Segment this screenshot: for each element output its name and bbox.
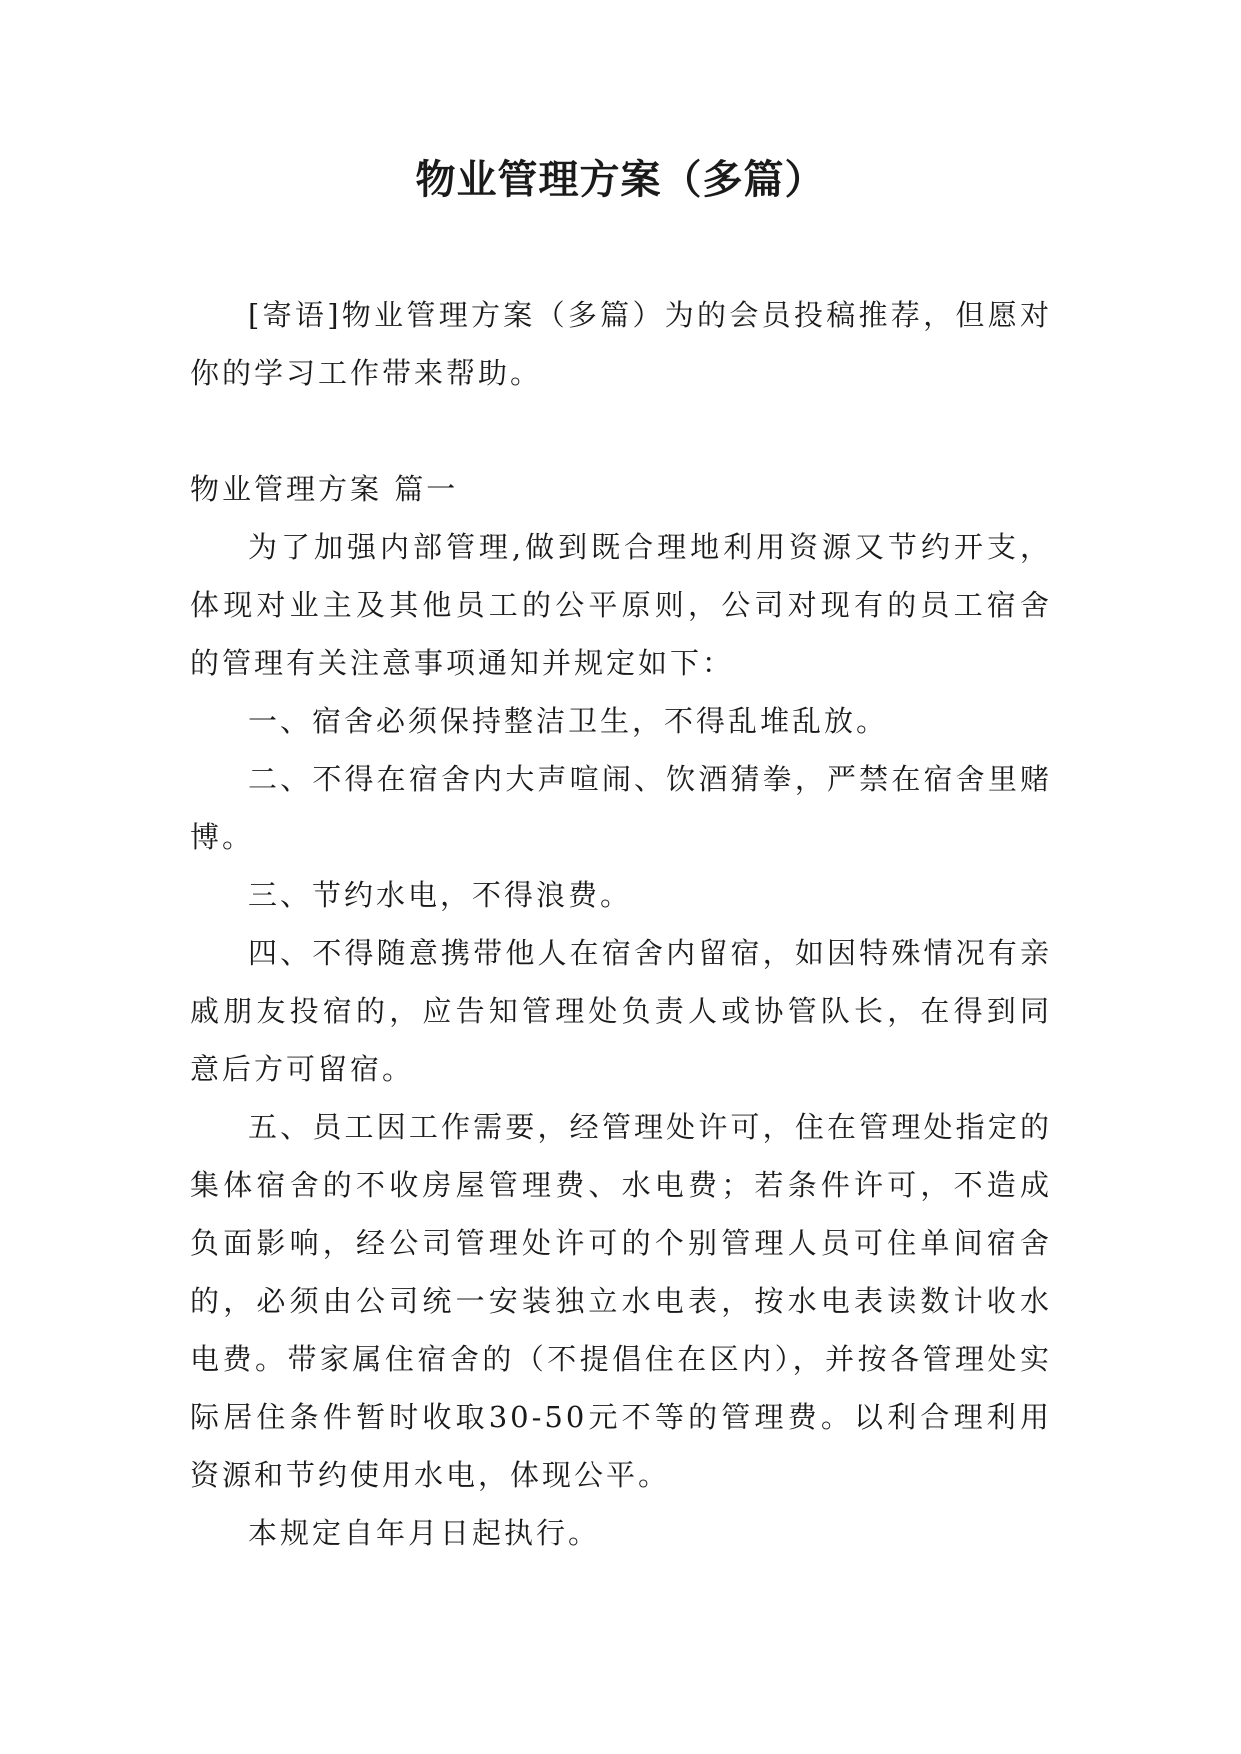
paragraph-5: 四、不得随意携带他人在宿舍内留宿，如因特殊情况有亲戚朋友投宿的，应告知管理处负责人或协管队长，在得到同意后方可留宿。 bbox=[190, 936, 1052, 1086]
section-1 bbox=[190, 460, 1052, 1562]
paragraph-2: 一、宿舍必须保持整洁卫生，不得乱堆乱放。 bbox=[248, 704, 889, 738]
document-title: 物业管理方案（多篇） bbox=[415, 156, 826, 203]
paragraph-4: 三、节约水电，不得浪费。 bbox=[248, 878, 633, 912]
section-heading: 物业管理方案 篇一 bbox=[190, 472, 459, 506]
paragraph-7: 本规定自年月日起执行。 bbox=[248, 1516, 601, 1550]
paragraph-1: 为了加强内部管理,做到既合理地利用资源又节约开支，体现对业主及其他员工的公平原则，公司对现有的员工宿舍的管理有关注意事项通知并规定如下： bbox=[190, 530, 1052, 680]
paragraph-6: 五、员工因工作需要，经管理处许可，住在管理处指定的集体宿舍的不收房屋管理费、水电费；若条件许可，不造成负面影响，经公司管理处许可的个别管理人员可住单间宿舍的，必须由公司统一安装独立水电表，按水电表读数计收水电费。带家属住宿舍的（不提倡住在区内），并按各管理处实际居住条件暂时收取30-50元不等的管理费。以利合理利用资源和节约使用水电，体现公平。 bbox=[190, 1110, 1052, 1492]
intro-paragraph: [寄语]物业管理方案（多篇）为的会员投稿推荐，但愿对你的学习工作带来帮助。 bbox=[190, 298, 1052, 390]
intro-block bbox=[190, 286, 1052, 402]
paragraph-3: 二、不得在宿舍内大声喧闹、饮酒猜拳，严禁在宿舍里赌博。 bbox=[190, 762, 1052, 854]
